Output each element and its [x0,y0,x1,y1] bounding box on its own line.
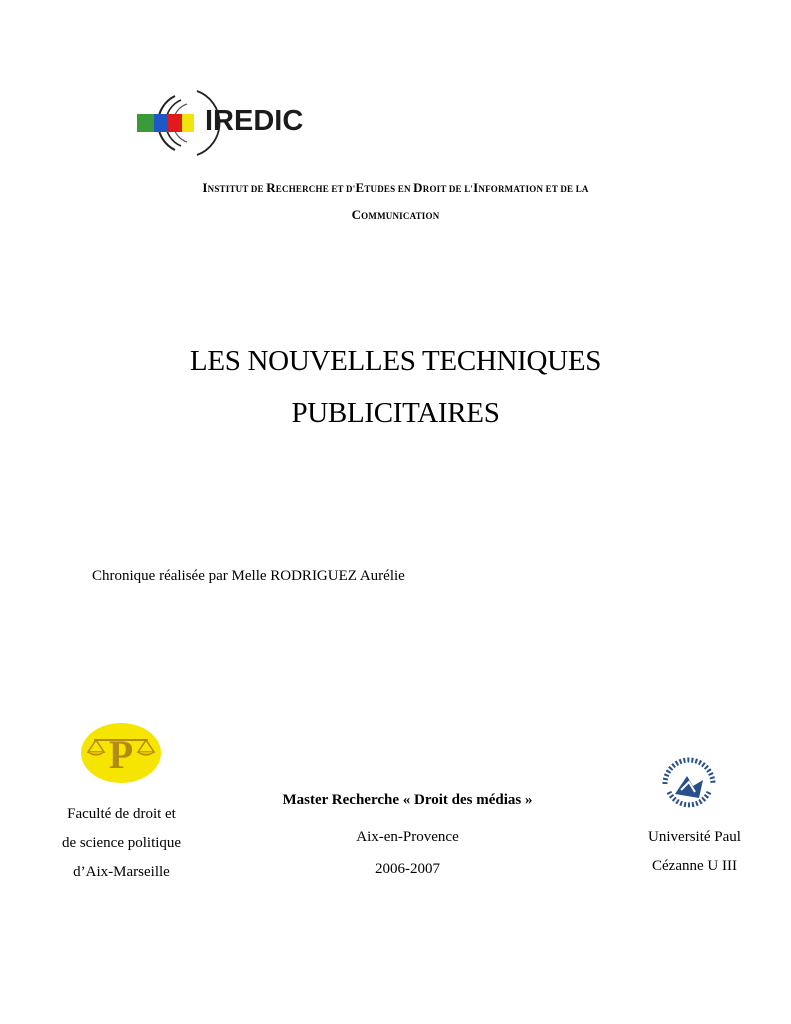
faculty-name-line: de science politique [61,835,182,851]
institute-word-initial: D [413,180,423,195]
document-title-line1: LES NOUVELLES TECHNIQUES [189,345,602,377]
institute-name-line1 [0,180,791,196]
iredic-logo [135,88,304,158]
university-seal-icon [657,754,721,812]
institute-word-initial: R [266,180,276,195]
institute-word-rest: OMMUNICATION [361,211,440,221]
university-logo [657,754,721,812]
institute-word-rest: NFORMATION ET DE LA [478,184,589,194]
logo-yellow-block [182,114,194,132]
institute-word-initial: C [351,207,362,222]
faculty-name [40,800,203,887]
university-name-line: Université Paul [648,829,741,845]
institute-word-rest: ROIT DE L' [422,184,474,194]
faculty-logo-letter: P [108,732,134,777]
logo-wordmark: IREDIC [205,105,304,137]
university-name [614,823,775,881]
institute-word-initial: I [202,180,208,195]
institute-name-line2 [0,207,791,223]
university-name-line: Cézanne U III [652,858,737,874]
institute-word-initial: I [473,180,479,195]
faculty-logo [80,722,162,784]
master-program-title: Master Recherche « Droit des médias » [282,792,533,808]
institute-word-rest: TUDES EN [364,184,414,194]
logo-red-block [168,114,182,132]
scales-of-justice-icon [80,722,162,784]
document-title-line2: PUBLICITAIRES [291,397,500,429]
institute-word-initial: E [355,180,365,195]
logo-green-block [137,114,154,132]
faculty-name-line: d’Aix-Marseille [73,864,170,880]
master-program [250,786,565,884]
faculty-name-line: Faculté de droit et [67,806,176,822]
institute-word-rest: ECHERCHE ET D' [275,184,356,194]
institute-word-rest: NSTITUT DE [207,184,267,194]
master-city: Aix-en-Provence [356,829,459,845]
master-years: 2006-2007 [375,861,440,877]
logo-blue-block [154,114,168,132]
author-line: Chronique réalisée par Melle RODRIGUEZ Aurélie [92,568,405,584]
